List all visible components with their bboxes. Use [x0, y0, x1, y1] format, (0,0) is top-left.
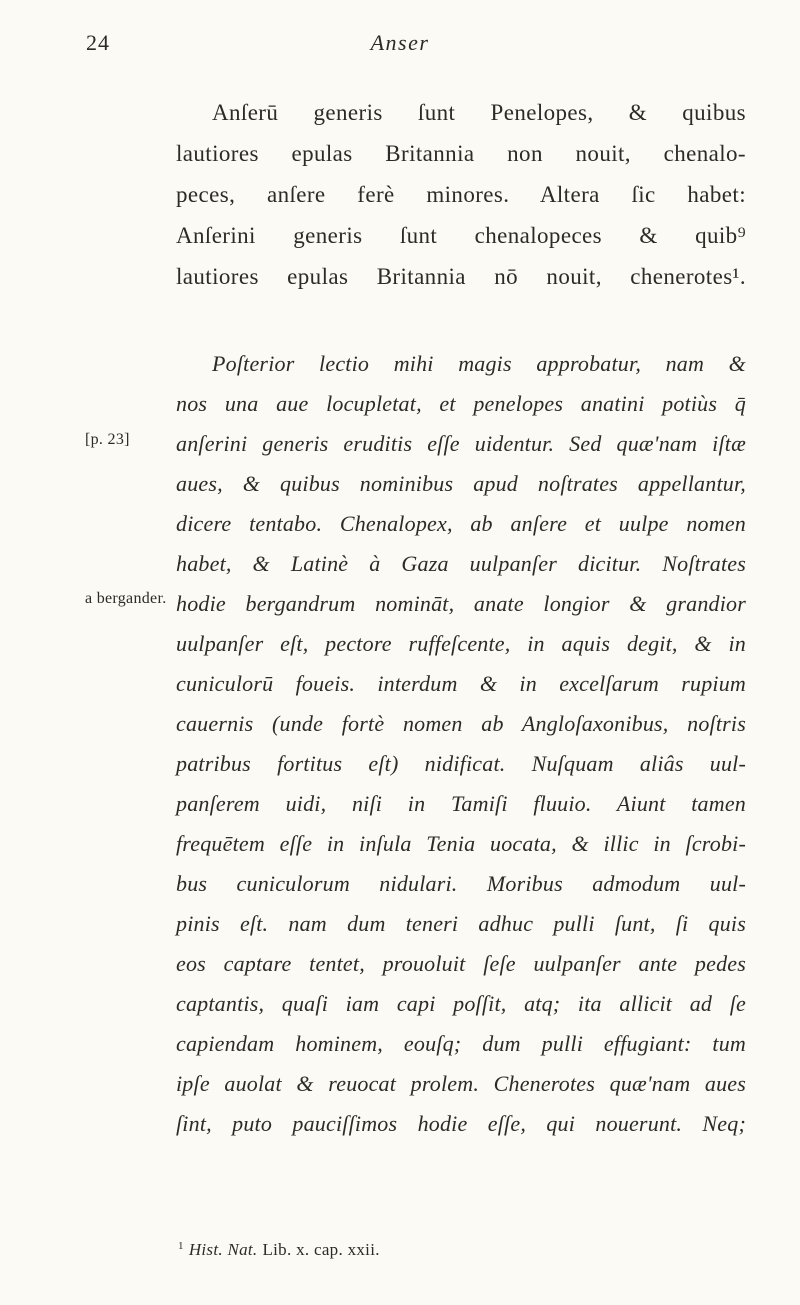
page-number: 24 — [86, 30, 110, 55]
running-title: Anser — [370, 30, 430, 55]
text-line: frequētem eſſe in inſula Tenia uocata, & illic in ſcrobi- — [176, 831, 746, 856]
text-line: panſerem uidi, niſi in Tamiſi fluuio. Aiunt tamen — [176, 791, 746, 816]
footnote-source: Hist. Nat. — [188, 1240, 258, 1259]
text-line: lautiores epulas Britannia nō nouit, chenerotes¹. — [176, 264, 746, 289]
footnote — [178, 1240, 380, 1260]
text-line: anſerini generis eruditis eſſe uidentur. Sed quæ'nam iſtæ — [176, 431, 746, 456]
margin-note-bergander: a bergander. — [85, 590, 167, 607]
text-line: lautiores epulas Britannia non nouit, chenalo- — [176, 141, 746, 166]
text-line: pinis eſt. nam dum teneri adhuc pulli ſunt, ſi quis — [176, 911, 746, 936]
text-line: peces, anſere ferè minores. Altera ſic habet: — [176, 182, 746, 207]
text-line: Anſerū generis ſunt Penelopes, & quibus — [212, 100, 746, 125]
margin-note-pagination: [p. 23] — [85, 431, 130, 448]
text-line: capiendam hominem, eouſq; dum pulli effugiant: tum — [176, 1031, 746, 1056]
paragraph-italic-commentary — [176, 344, 746, 1144]
paragraph-roman-text — [176, 92, 746, 297]
text-line: bus cuniculorum nidulari. Moribus admodum uul- — [176, 871, 746, 896]
footnote-marker: 1 — [178, 1240, 184, 1252]
text-line: uulpanſer eſt, pectore ruffeſcente, in aquis degit, & in — [176, 631, 746, 656]
text-line: nos una aue locupletat, et penelopes anatini potiùs q̄ — [176, 391, 746, 416]
text-line: ipſe auolat & reuocat prolem. Chenerotes quæ'nam aues — [176, 1071, 746, 1096]
text-line: captantis, quaſi iam capi poſſit, atq; ita allicit ad ſe — [176, 991, 746, 1016]
text-line: ſint, puto pauciſſimos hodie eſſe, qui nouerunt. Neq; — [176, 1111, 746, 1136]
text-line: aues, & quibus nominibus apud noſtrates appellantur, — [176, 471, 746, 496]
text-line: Poſterior lectio mihi magis approbatur, nam & — [212, 351, 746, 376]
text-line: cauernis (unde fortè nomen ab Angloſaxonibus, noſtris — [176, 711, 746, 736]
text-line: Anſerini generis ſunt chenalopeces & quib⁹ — [176, 223, 746, 248]
footnote-citation: Lib. x. cap. xxii. — [262, 1240, 380, 1259]
text-line: eos captare tentet, prouoluit ſeſe uulpanſer ante pedes — [176, 951, 746, 976]
text-line: dicere tentabo. Chenalopex, ab anſere et uulpe nomen — [176, 511, 746, 536]
text-line: habet, & Latinè à Gaza uulpanſer dicitur. Noſtrates — [176, 551, 746, 576]
text-line: cuniculorū foueis. interdum & in excelſarum rupium — [176, 671, 746, 696]
text-line: patribus fortitus eſt) nidificat. Nuſquam aliâs uul- — [176, 751, 746, 776]
text-line: hodie bergandrum nomināt, anate longior & grandior — [176, 591, 746, 616]
page-header — [0, 30, 800, 62]
